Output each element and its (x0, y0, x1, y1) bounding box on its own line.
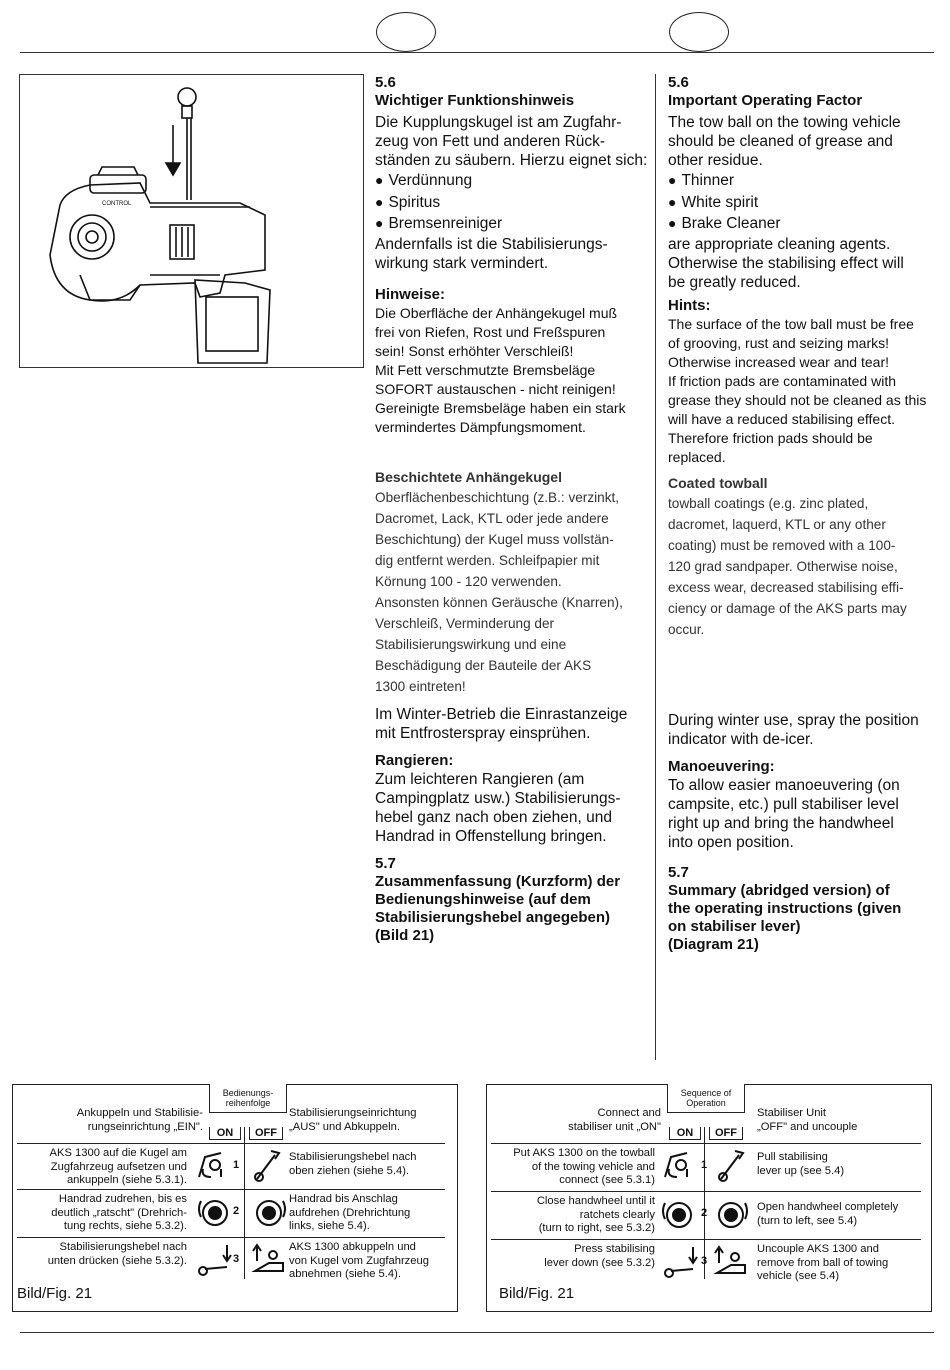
summary-left-head (17, 1107, 203, 1134)
de-manoeuvre-line: hebel ganz nach oben ziehen, und (375, 808, 613, 826)
handwheel-open-icon (249, 1195, 289, 1231)
step-text-line: ankuppeln (siehe 5.3.1). (66, 1174, 187, 1186)
de-section-title: Wichtiger Funktionshinweis (375, 92, 575, 109)
summary-right-head (757, 1107, 917, 1134)
en-winter-line: During winter use, spray the position (668, 711, 919, 729)
handwheel-close-icon (659, 1197, 699, 1233)
de-section-57-title: (Bild 21) (375, 926, 435, 944)
en-manoeuvre-line: campsite, etc.) pull stabiliser level (668, 795, 899, 813)
step-number: 1 (701, 1159, 708, 1171)
de-after-line: Andernfalls ist die Stabilisierungs- (375, 235, 608, 253)
footer-rule (20, 1332, 934, 1333)
step-text-line: AKS 1300 auf die Kugel am (49, 1147, 187, 1159)
coupling-figure (19, 74, 364, 368)
summary-box-de (12, 1084, 458, 1312)
en-intro-line: should be cleaned of grease and (668, 133, 893, 150)
en-bullet-item: ● Brake Cleaner (668, 213, 943, 235)
on-label: ON (669, 1127, 701, 1140)
en-section-57-title: on stabiliser lever) (668, 917, 801, 935)
en-coated-line: coating) must be removed with a 100- (668, 537, 896, 553)
step-text-line: Pull stabilising (757, 1151, 828, 1163)
summary-step-2-left (17, 1193, 187, 1234)
lever-down-icon (193, 1241, 240, 1279)
step-text-line: of the towing vehicle and (531, 1160, 655, 1173)
seq-label-line: reihenfolge (225, 1098, 271, 1108)
en-manoeuvre-title: Manoeuvering: (668, 757, 775, 775)
de-hint-line: vermindertes Dämpfungsmoment. (375, 418, 586, 435)
step-text-line: abnehmen (siehe 5.4). (289, 1268, 401, 1280)
en-coated-line: towball coatings (e.g. zinc plated, (668, 495, 869, 511)
de-section-57-title: Bedienungshinweise (auf dem (375, 890, 591, 908)
en-bullet-item: ● White spirit (668, 192, 943, 214)
en-section-number: 5.6 (668, 74, 689, 91)
step-text-line: (turn to right, see 5.3.2) (538, 1222, 655, 1234)
en-section-title: Important Operating Factor (668, 92, 863, 109)
language-flag-oval-left (376, 12, 436, 52)
de-coated-line: 1300 eintreten! (375, 678, 466, 694)
step-number: 3 (701, 1255, 708, 1267)
step-text-line: Open handwheel completely (757, 1201, 899, 1213)
summary-left-head-line: stabiliser unit „ON" (568, 1120, 661, 1133)
figure-label: Bild/Fig. 21 (17, 1285, 93, 1302)
summary-right-head-line: „AUS" und Abkuppeln. (289, 1120, 400, 1133)
summary-rule (17, 1237, 445, 1238)
summary-left-head-line: Ankuppeln und Stabilisie- (76, 1107, 203, 1119)
summary-rule (491, 1239, 921, 1240)
step-text-line: Uncouple AKS 1300 and (757, 1243, 879, 1255)
step-text-line: vehicle (see 5.4) (757, 1270, 840, 1282)
control-label: CONTROL (102, 201, 132, 207)
uncouple-icon (249, 1241, 289, 1279)
seq-label-box (667, 1084, 745, 1113)
summary-rule (491, 1143, 921, 1144)
de-hint-line: Mit Fett verschmutzte Bremsbeläge (375, 361, 596, 378)
language-flag-oval-right (669, 12, 729, 52)
summary-left-head-line: rungseinrichtung „EIN". (87, 1120, 203, 1133)
step-text-line: Zugfahrzeug aufsetzen und (50, 1160, 187, 1173)
seq-label-line: Operation (686, 1098, 726, 1108)
de-coated-line: Beschädigung der Bauteile der AKS (375, 657, 592, 673)
de-hint-line: Die Oberfläche der Anhängekugel muß (375, 304, 618, 321)
en-section-57-title: (Diagram 21) (668, 935, 759, 953)
de-section-57-number: 5.7 (375, 854, 396, 872)
step-text-line: Handrad zudrehen, bis es (58, 1193, 187, 1205)
step-number: 1 (233, 1159, 240, 1171)
en-manoeuvre-line: To allow easier manoeuvering (on (668, 776, 900, 794)
lever-down-icon (659, 1243, 703, 1281)
summary-rule (17, 1143, 445, 1144)
de-section-number: 5.6 (375, 74, 396, 91)
step-text-line: connect (see 5.3.1) (559, 1174, 655, 1186)
de-coated-title: Beschichtete Anhängekugel (375, 468, 562, 485)
on-label: ON (209, 1127, 241, 1140)
couple-icon (191, 1147, 240, 1185)
figure-label: Bild/Fig. 21 (499, 1285, 575, 1302)
summary-right-head-line: Stabiliser Unit (757, 1107, 827, 1119)
step-number: 2 (701, 1207, 708, 1219)
en-intro-line: other residue. (668, 152, 763, 169)
step-text-line: von Kugel vom Zugfahrzeug (289, 1254, 429, 1267)
step-text-line: Close handwheel until it (536, 1195, 655, 1207)
seq-label-box (209, 1084, 287, 1113)
de-bullet-item: ● Verdünnung (375, 170, 650, 192)
summary-rule (491, 1191, 921, 1192)
en-hint-line: grease they should not be cleaned as this (668, 391, 927, 408)
step-text-line: ratchets clearly (579, 1208, 655, 1221)
header-rule (20, 52, 934, 53)
step-text-line: AKS 1300 abkuppeln und (289, 1241, 416, 1253)
en-intro-line: The tow ball on the towing vehicle (668, 114, 901, 131)
de-intro-line: ständen zu säubern. Hierzu eignet sich: (375, 152, 648, 169)
de-coated-line: Ansonsten können Geräusche (Knarren), (375, 594, 623, 610)
en-after-line: are appropriate cleaning agents. (668, 235, 891, 253)
step-text-line: aufdrehen (Drehrichtung (289, 1206, 411, 1219)
summary-rule (17, 1189, 445, 1190)
en-hint-line: If friction pads are contaminated with (668, 372, 897, 389)
summary-right-head-line: Stabilisierungseinrichtung (289, 1107, 417, 1119)
step-text-line: remove from ball of towing (757, 1256, 889, 1269)
summary-left-head-line: Connect and (597, 1107, 661, 1119)
step-text-line: Press stabilising (574, 1243, 655, 1255)
handwheel-close-icon (195, 1195, 235, 1231)
en-coated-line: occur. (668, 621, 705, 637)
step-text-line: Put AKS 1300 on the towball (513, 1147, 655, 1159)
en-hints-title: Hints: (668, 296, 711, 314)
lever-up-icon (713, 1147, 749, 1185)
en-coated-line: ciency or damage of the AKS parts may (668, 600, 907, 616)
icon-column-divider (244, 1127, 245, 1279)
summary-box-en (486, 1084, 932, 1312)
summary-step-3-left (491, 1243, 655, 1270)
step-text-line: Stabilisierungshebel nach (289, 1151, 417, 1163)
en-winter-line: indicator with de-icer. (668, 730, 814, 748)
en-section-57-title: the operating instructions (given (668, 899, 902, 917)
step-text-line: Handrad bis Anschlag (289, 1193, 398, 1205)
off-label: OFF (249, 1127, 283, 1140)
summary-step-2-right (289, 1193, 449, 1234)
english-column (668, 74, 943, 954)
en-hint-line: of grooving, rust and seizing marks! (668, 334, 889, 351)
de-coated-line: Dacromet, Lack, KTL oder jede andere (375, 510, 609, 526)
handwheel-open-icon (711, 1197, 751, 1233)
en-bullet-item: ● Thinner (668, 170, 943, 192)
summary-right-head (289, 1107, 449, 1134)
en-hint-line: replaced. (668, 448, 726, 465)
step-text-line: links, siehe 5.4). (289, 1220, 370, 1232)
summary-step-3-right (757, 1243, 921, 1284)
en-coated-line: excess wear, decreased stabilising effi- (668, 579, 904, 595)
de-section-57-title: Zusammenfassung (Kurzform) der (375, 872, 621, 890)
coupling-drawing (20, 75, 363, 367)
summary-step-1-right (757, 1151, 917, 1178)
en-coated-line: 120 grad sandpaper. Otherwise noise, (668, 558, 898, 574)
de-bullet-item: ● Spiritus (375, 192, 650, 214)
couple-icon (657, 1147, 703, 1185)
de-intro-line: Die Kupplungskugel ist am Zugfahr- (375, 114, 622, 131)
en-hint-line: will have a reduced stabilising effect. (668, 410, 895, 427)
de-manoeuvre-line: Campingplatz usw.) Stabilisierungs- (375, 789, 621, 807)
en-hint-line: The surface of the tow ball must be free (668, 315, 914, 332)
en-manoeuvre-line: right up and bring the handwheel (668, 814, 894, 832)
summary-step-1-left (17, 1147, 187, 1188)
en-coated-title: Coated towball (668, 474, 768, 491)
step-number: 3 (233, 1253, 240, 1265)
de-after-line: wirkung stark vermindert. (375, 254, 549, 272)
column-divider (655, 74, 656, 1060)
uncouple-icon (711, 1243, 751, 1281)
de-coated-line: Körnung 100 - 120 verwenden. (375, 573, 562, 589)
off-label: OFF (709, 1127, 743, 1140)
summary-step-3-right (289, 1241, 449, 1282)
en-coated-line: dacromet, laquerd, KTL or any other (668, 516, 886, 532)
de-manoeuvre-title: Rangieren: (375, 751, 454, 769)
summary-step-2-left (491, 1195, 655, 1236)
en-section-57-number: 5.7 (668, 863, 689, 881)
de-manoeuvre-line: Zum leichteren Rangieren (am (375, 770, 585, 788)
seq-label-line: Sequence of (680, 1088, 732, 1098)
step-text-line: lever down (see 5.3.2) (544, 1256, 655, 1269)
step-text-line: Stabilisierungshebel nach (59, 1241, 187, 1253)
summary-step-1-left (491, 1147, 655, 1188)
step-text-line: tung rechts, siehe 5.3.2). (63, 1220, 187, 1232)
summary-step-3-left (17, 1241, 187, 1268)
lever-up-icon (249, 1147, 285, 1185)
de-manoeuvre-line: Handrad in Offenstellung bringen. (375, 827, 607, 845)
en-after-line: be greatly reduced. (668, 273, 801, 291)
german-column (375, 74, 650, 945)
de-hint-line: frei von Riefen, Rost und Freßspuren (375, 323, 606, 340)
step-text-line: oben ziehen (siehe 5.4). (289, 1164, 410, 1177)
step-number: 2 (233, 1205, 240, 1217)
summary-right-head-line: „OFF" and uncouple (757, 1120, 858, 1133)
summary-left-head (491, 1107, 661, 1134)
en-section-57-title: Summary (abridged version) of (668, 881, 890, 899)
de-hint-line: SOFORT austauschen - nicht reinigen! (375, 380, 616, 397)
de-coated-line: dig entfernt werden. Schleifpapier mit (375, 552, 600, 568)
de-coated-line: Stabilisierungswirkung und eine (375, 636, 567, 652)
en-hint-line: Therefore friction pads should be (668, 429, 873, 446)
seq-label-line: Bedienungs- (222, 1088, 274, 1098)
step-text-line: (turn to left, see 5.4) (757, 1214, 858, 1227)
de-winter-line: mit Entfrosterspray einsprühen. (375, 724, 591, 742)
de-coated-line: Beschichtung) der Kugel muss vollstän- (375, 531, 614, 547)
en-hint-line: Otherwise increased wear and tear! (668, 353, 889, 370)
de-winter-line: Im Winter-Betrieb die Einrastanzeige (375, 705, 628, 723)
de-intro-line: zeug von Fett und anderen Rück- (375, 133, 606, 150)
step-text-line: unten drücken (siehe 5.3.2). (47, 1254, 187, 1267)
de-section-57-title: Stabilisierungshebel angegeben) (375, 908, 611, 926)
de-bullet-item: ● Bremsenreiniger (375, 213, 650, 235)
step-text-line: lever up (see 5.4) (757, 1164, 845, 1177)
en-manoeuvre-line: into open position. (668, 833, 794, 851)
de-hints-title: Hinweise: (375, 285, 446, 303)
summary-step-1-right (289, 1151, 449, 1178)
de-hint-line: Gereinigte Bremsbeläge haben ein stark (375, 399, 626, 416)
en-after-line: Otherwise the stabilising effect will (668, 254, 904, 272)
de-hint-line: sein! Sonst erhöhter Verschleiß! (375, 342, 574, 359)
step-text-line: deutlich „ratscht" (Drehrich- (51, 1206, 187, 1219)
de-coated-line: Verschleiß, Verminderung der (375, 615, 555, 631)
summary-step-2-right (757, 1201, 921, 1228)
de-coated-line: Oberflächenbeschichtung (z.B.: verzinkt, (375, 489, 620, 505)
